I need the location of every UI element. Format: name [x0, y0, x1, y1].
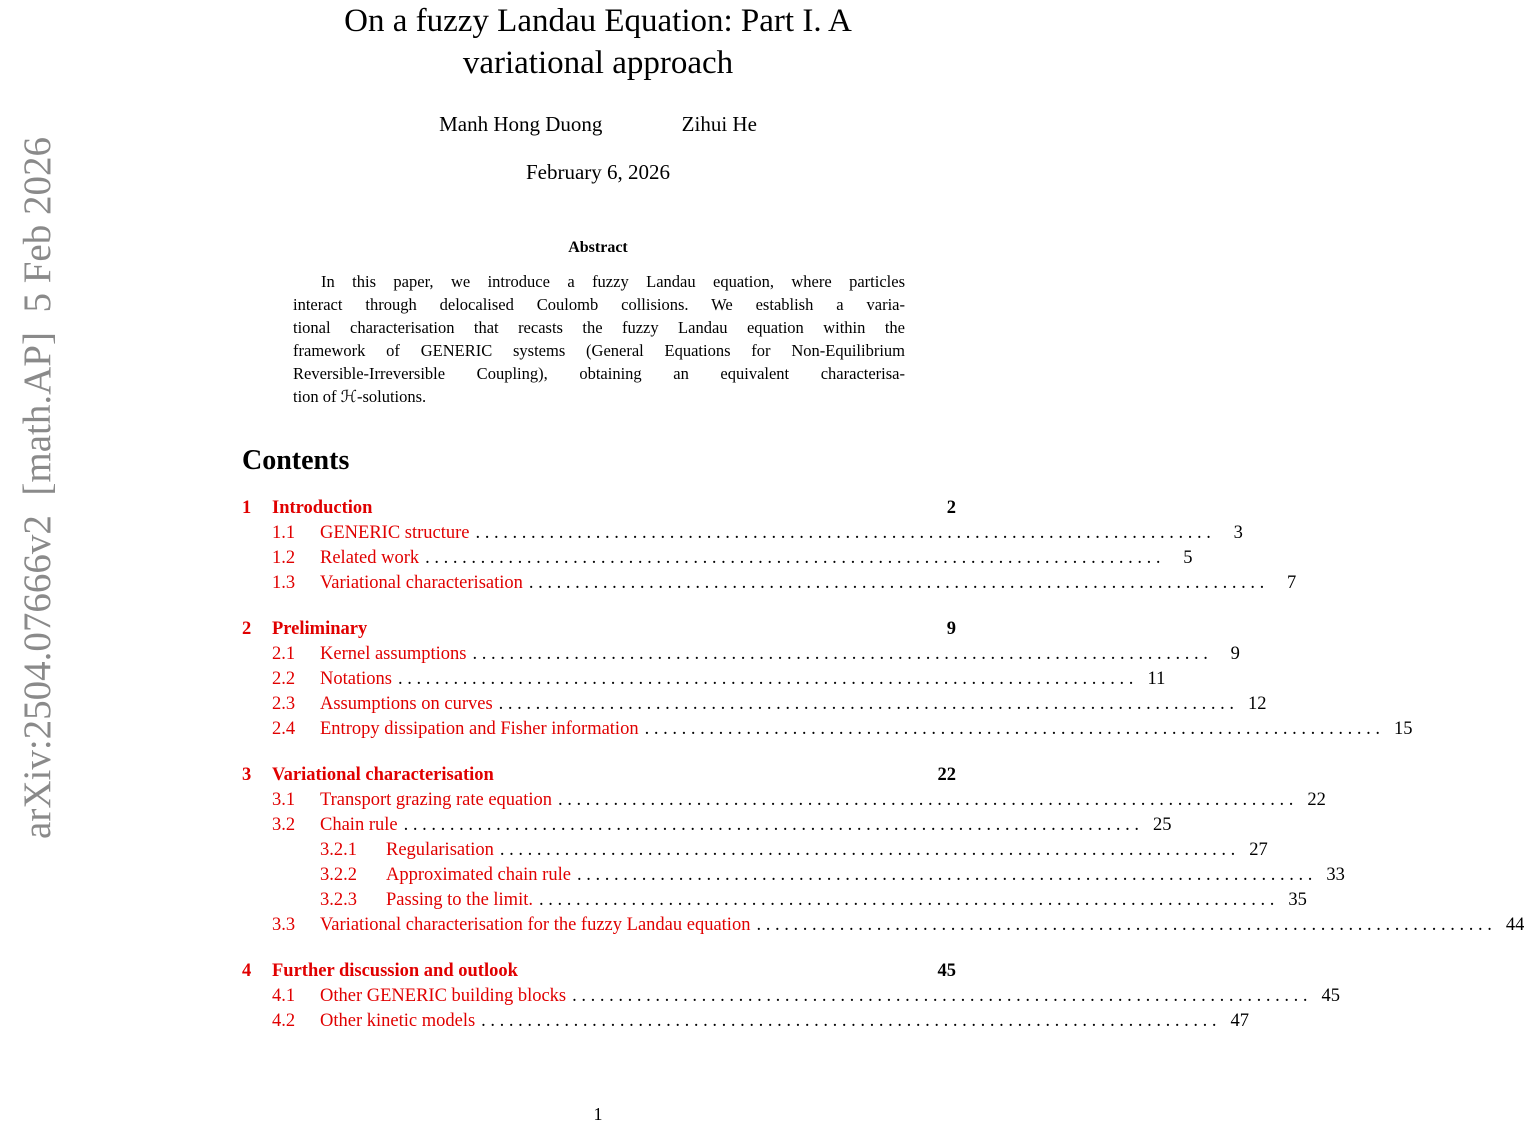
toc-entry[interactable] [242, 913, 1524, 938]
toc-entry-number[interactable]: 2.4 [272, 719, 296, 739]
toc-entry-number[interactable]: 3.1 [272, 790, 296, 810]
toc-entry-page[interactable]: 3 [1233, 523, 1243, 543]
toc-entry-number[interactable]: 3 [242, 765, 252, 785]
toc-entry-number[interactable]: 2.2 [272, 669, 296, 689]
abstract-body [293, 271, 905, 408]
toc-entry-title[interactable]: Assumptions on curves [320, 694, 493, 714]
toc-dot-leader: . . . . . . . . . . . . . . . . . . . . . . . . . . . . . . . . . . . . . . . . . . . . . . . . . . . . . . . . . . . . . . . . . . . . . . . . . . . . . . . . [403, 815, 1139, 835]
toc-entry[interactable] [242, 717, 1413, 742]
paper-title [240, 0, 956, 84]
authors [240, 112, 956, 137]
toc-entry-page[interactable]: 47 [1230, 1011, 1250, 1031]
abstract-line: tion of ℋ-solutions. [293, 386, 427, 406]
toc-entry-page[interactable]: 11 [1147, 669, 1166, 689]
toc-entry[interactable] [242, 888, 1307, 913]
toc-entry[interactable] [242, 496, 956, 521]
toc-entry-title[interactable]: Approximated chain rule [386, 865, 571, 885]
toc-entry[interactable] [242, 788, 1326, 813]
toc-entry-page[interactable]: 25 [1152, 815, 1172, 835]
toc-dot-leader: . . . . . . . . . . . . . . . . . . . . . . . . . . . . . . . . . . . . . . . . . . . . . . . . . . . . . . . . . . . . . . . . . . . . . . . . . . . . . . . . [538, 890, 1275, 910]
abstract-line: framework of GENERIC systems (General Equations for Non-Equilibrium [293, 340, 905, 360]
toc-entry[interactable] [242, 838, 1268, 863]
toc-entry-title[interactable]: Variational characterisation [320, 573, 523, 593]
toc-dot-leader: . . . . . . . . . . . . . . . . . . . . . . . . . . . . . . . . . . . . . . . . . . . . . . . . . . . . . . . . . . . . . . . . . . . . . . . . . . . . . . . . [572, 986, 1308, 1006]
toc-entry-number[interactable]: 3.2.3 [320, 890, 357, 910]
toc-dot-leader: . . . . . . . . . . . . . . . . . . . . . . . . . . . . . . . . . . . . . . . . . . . . . . . . . . . . . . . . . . . . . . . . . . . . . . . . . . . . . . . . [472, 644, 1208, 664]
toc-entry-title[interactable]: Related work [320, 548, 420, 568]
abstract-line: interact through delocalised Coulomb collisions. We establish a varia- [293, 294, 905, 314]
toc-entry-number[interactable]: 1.3 [272, 573, 296, 593]
toc-entry-number[interactable]: 4 [242, 961, 252, 981]
toc-entry[interactable] [242, 1009, 1250, 1034]
toc-dot-leader: . . . . . . . . . . . . . . . . . . . . . . . . . . . . . . . . . . . . . . . . . . . . . . . . . . . . . . . . . . . . . . . . . . . . . . . . . . . . . . . . [397, 669, 1134, 689]
toc-entry-page[interactable]: 22 [937, 765, 956, 785]
toc-entry-page[interactable]: 45 [937, 961, 956, 981]
toc-dot-leader: . . . . . . . . . . . . . . . . . . . . . . . . . . . . . . . . . . . . . . . . . . . . . . . . . . . . . . . . . . . . . . . . . . . . . . . . . . . . . . . . [481, 1011, 1217, 1031]
toc-dot-leader: . . . . . . . . . . . . . . . . . . . . . . . . . . . . . . . . . . . . . . . . . . . . . . . . . . . . . . . . . . . . . . . . . . . . . . . . . . . . . . . . [528, 573, 1265, 593]
toc-entry[interactable] [242, 959, 956, 984]
abstract-line: tional characterisation that recasts the fuzzy Landau equation within the [293, 317, 905, 337]
toc-entry-title[interactable]: Notations [320, 669, 392, 689]
toc-entry[interactable] [242, 667, 1166, 692]
toc-entry-title[interactable]: Chain rule [320, 815, 398, 835]
toc-entry-title[interactable]: Passing to the limit. [386, 890, 533, 910]
toc-entry-number[interactable]: 3.3 [272, 915, 296, 935]
toc-entry-page[interactable]: 33 [1326, 865, 1345, 885]
toc-dot-leader: . . . . . . . . . . . . . . . . . . . . . . . . . . . . . . . . . . . . . . . . . . . . . . . . . . . . . . . . . . . . . . . . . . . . . . . . . . . . . . . . [425, 548, 1161, 568]
toc-entry-number[interactable]: 3.2.2 [320, 865, 357, 885]
toc-dot-leader: . . . . . . . . . . . . . . . . . . . . . . . . . . . . . . . . . . . . . . . . . . . . . . . . . . . . . . . . . . . . . . . . . . . . . . . . . . . . . . . . [499, 840, 1236, 860]
toc-entry[interactable] [242, 763, 956, 788]
toc-entry-number[interactable]: 2.1 [272, 644, 296, 664]
toc-entry-title[interactable]: Further discussion and outlook [272, 961, 518, 981]
author: Zihui He [681, 112, 757, 136]
toc-entry-title[interactable]: Other kinetic models [320, 1011, 476, 1031]
toc-entry[interactable] [242, 642, 1240, 667]
toc-entry[interactable] [242, 546, 1193, 571]
toc-entry-page[interactable]: 9 [946, 619, 956, 639]
author: Manh Hong Duong [439, 112, 603, 136]
toc-entry-title[interactable]: Other GENERIC building blocks [320, 986, 567, 1006]
title-line: variational approach [462, 45, 734, 81]
toc-entry-page[interactable]: 12 [1248, 694, 1267, 714]
page-number: 1 [593, 1104, 603, 1124]
toc-entry[interactable] [242, 692, 1267, 717]
toc-entry-title[interactable]: Introduction [272, 498, 373, 518]
toc-entry-page[interactable]: 5 [1183, 548, 1193, 568]
contents-heading: Contents [242, 445, 350, 476]
toc-entry-page[interactable]: 45 [1321, 986, 1341, 1006]
date: February 6, 2026 [525, 160, 671, 184]
toc-entry-page[interactable]: 7 [1287, 573, 1297, 593]
toc-entry-page[interactable]: 27 [1249, 840, 1268, 860]
toc-entry-number[interactable]: 4.1 [272, 986, 296, 1006]
toc-entry-number[interactable]: 2.3 [272, 694, 296, 714]
toc-entry[interactable] [242, 863, 1345, 888]
toc-dot-leader: . . . . . . . . . . . . . . . . . . . . . . . . . . . . . . . . . . . . . . . . . . . . . . . . . . . . . . . . . . . . . . . . . . . . . . . . . . . . . . . . [498, 694, 1235, 714]
toc-entry[interactable] [242, 617, 956, 642]
toc-entry-title[interactable]: Variational characterisation [272, 765, 494, 785]
toc-dot-leader: . . . . . . . . . . . . . . . . . . . . . . . . . . . . . . . . . . . . . . . . . . . . . . . . . . . . . . . . . . . . . . . . . . . . . . . . . . . . . . . . [644, 719, 1380, 739]
toc-dot-leader: . . . . . . . . . . . . . . . . . . . . . . . . . . . . . . . . . . . . . . . . . . . . . . . . . . . . . . . . . . . . . . . . . . . . . . . . . . . . . . . . [756, 915, 1492, 935]
toc-entry-page[interactable]: 9 [1230, 644, 1240, 664]
toc-dot-leader: . . . . . . . . . . . . . . . . . . . . . . . . . . . . . . . . . . . . . . . . . . . . . . . . . . . . . . . . . . . . . . . . . . . . . . . . . . . . . . . . [475, 523, 1211, 543]
toc-entry-page[interactable]: 15 [1393, 719, 1413, 739]
toc-entry-number[interactable]: 1.2 [272, 548, 296, 568]
toc-entry-page[interactable]: 44 [1505, 915, 1524, 935]
toc-entry-title[interactable]: Preliminary [272, 619, 368, 639]
toc-entry[interactable] [242, 521, 1243, 546]
toc-entry-number[interactable]: 3.2 [272, 815, 296, 835]
toc-entry-title[interactable]: Regularisation [386, 840, 494, 860]
arxiv-stamp: arXiv:2504.07666v2 [math.AP] 5 Feb 2026 [16, 137, 59, 839]
toc-dot-leader: . . . . . . . . . . . . . . . . . . . . . . . . . . . . . . . . . . . . . . . . . . . . . . . . . . . . . . . . . . . . . . . . . . . . . . . . . . . . . . . . [576, 865, 1313, 885]
abstract-line: In this paper, we introduce a fuzzy Landau equation, where particles [321, 272, 905, 291]
toc-entry-page[interactable]: 2 [946, 498, 956, 518]
title-line: On a fuzzy Landau Equation: Part I. A [344, 3, 852, 39]
toc-entry-number[interactable]: 1 [242, 498, 252, 518]
toc-entry-number[interactable]: 4.2 [272, 1011, 296, 1031]
table-of-contents [242, 496, 1524, 1034]
toc-entry-page[interactable]: 22 [1307, 790, 1326, 810]
abstract-heading: Abstract [568, 239, 628, 256]
toc-entry-page[interactable]: 35 [1288, 890, 1307, 910]
toc-entry-title[interactable]: GENERIC structure [320, 523, 470, 543]
toc-entry-number[interactable]: 3.2.1 [320, 840, 357, 860]
toc-entry[interactable] [242, 813, 1172, 838]
toc-entry-title[interactable]: Kernel assumptions [320, 644, 467, 664]
toc-entry[interactable] [242, 571, 1297, 596]
toc-entry[interactable] [242, 984, 1341, 1009]
toc-entry-title[interactable]: Variational characterisation for the fuzzy Landau equation [320, 915, 751, 935]
toc-dot-leader: . . . . . . . . . . . . . . . . . . . . . . . . . . . . . . . . . . . . . . . . . . . . . . . . . . . . . . . . . . . . . . . . . . . . . . . . . . . . . . . . [558, 790, 1294, 810]
abstract-line: Reversible-Irreversible Coupling), obtaining an equivalent characterisa- [293, 363, 905, 383]
toc-entry-title[interactable]: Transport grazing rate equation [320, 790, 553, 810]
toc-entry-number[interactable]: 2 [242, 619, 252, 639]
toc-entry-number[interactable]: 1.1 [272, 523, 296, 543]
toc-entry-title[interactable]: Entropy dissipation and Fisher information [320, 719, 639, 739]
